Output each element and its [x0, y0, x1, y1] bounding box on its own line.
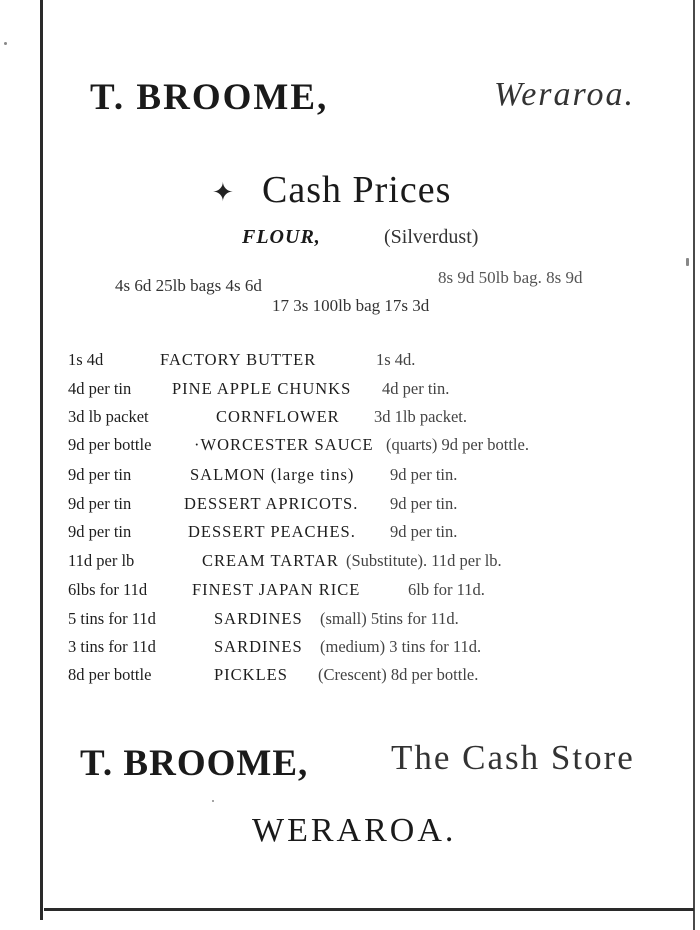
footer-town-name: WERAROA. — [252, 812, 457, 849]
price-row-repeat: (small) 5tins for 11d. — [320, 609, 459, 628]
star-ornament-icon: ✦ — [212, 178, 234, 207]
flour-heading: FLOUR, — [242, 226, 321, 248]
cash-prices-title: Cash Prices — [262, 169, 452, 211]
price-row-item: SARDINES — [214, 637, 303, 656]
price-row-repeat: 9d per tin. — [390, 522, 458, 541]
price-row-item: CREAM TARTAR — [202, 551, 339, 570]
price-row-item: PINE APPLE CHUNKS — [172, 379, 352, 398]
price-row-item: FACTORY BUTTER — [160, 350, 317, 369]
flour-brand: (Silverdust) — [384, 226, 479, 248]
price-row-price: 11d per lb — [68, 551, 135, 570]
price-row-repeat: 1s 4d. — [376, 350, 416, 369]
price-row — [68, 465, 458, 485]
price-row — [68, 522, 458, 542]
price-row-price: 9d per tin — [68, 465, 132, 484]
print-speck — [686, 258, 689, 266]
price-row-item: DESSERT PEACHES. — [188, 522, 356, 541]
price-row — [68, 350, 416, 370]
price-row-item: DESSERT APRICOTS. — [184, 494, 359, 513]
footer-merchant-name: T. BROOME, — [80, 743, 309, 784]
price-row-price: 9d per bottle — [68, 435, 152, 454]
footer-store-name: The Cash Store — [391, 738, 635, 777]
price-row — [68, 407, 468, 427]
price-row-repeat: 3d 1lb packet. — [374, 407, 468, 426]
price-row-repeat: (Substitute). 11d per lb. — [346, 551, 502, 570]
price-row-price: 3 tins for 11d — [68, 637, 156, 656]
header-merchant-name: T. BROOME, — [90, 77, 329, 118]
price-row — [68, 551, 502, 571]
bottom-border-rule — [44, 908, 694, 911]
price-row — [68, 379, 450, 399]
price-row-repeat: (quarts) 9d per bottle. — [386, 435, 529, 454]
price-row-price: 3d lb packet — [68, 407, 149, 426]
price-row — [68, 665, 479, 685]
price-row — [68, 609, 459, 629]
price-row-item: SARDINES — [214, 609, 303, 628]
flour-price-line-50lb: 8s 9d 50lb bag. 8s 9d — [438, 268, 583, 287]
price-row-repeat: 6lb for 11d. — [408, 580, 485, 599]
price-row — [68, 580, 485, 600]
price-row-price: 9d per tin — [68, 494, 132, 513]
price-row-repeat: 4d per tin. — [382, 379, 450, 398]
price-row-item: FINEST JAPAN RICE — [192, 580, 361, 599]
price-row-item: PICKLES — [214, 665, 288, 684]
price-row-item: ·WORCESTER SAUCE — [194, 435, 374, 454]
price-row-price: 9d per tin — [68, 522, 132, 541]
print-speck — [212, 800, 214, 802]
price-row — [68, 494, 458, 514]
price-row — [68, 637, 482, 657]
price-row-price: 6lbs for 11d — [68, 580, 148, 599]
right-border-rule — [693, 0, 695, 930]
price-row — [68, 435, 529, 455]
flour-price-line-100lb: 17 3s 100lb bag 17s 3d — [272, 296, 430, 315]
price-row-repeat: (Crescent) 8d per bottle. — [318, 665, 479, 684]
price-row-item: SALMON (large tins) — [190, 465, 355, 484]
price-row-item: CORNFLOWER — [216, 407, 340, 426]
price-row-repeat: 9d per tin. — [390, 465, 458, 484]
price-row-repeat: 9d per tin. — [390, 494, 458, 513]
price-row-price: 8d per bottle — [68, 665, 152, 684]
price-row-price: 5 tins for 11d — [68, 609, 156, 628]
header-town-name: Weraroa. — [494, 76, 635, 113]
print-speck — [4, 42, 7, 45]
price-row-price: 4d per tin — [68, 379, 132, 398]
flour-price-line-25lb: 4s 6d 25lb bags 4s 6d — [115, 276, 262, 295]
left-border-rule — [40, 0, 43, 920]
price-row-price: 1s 4d — [68, 350, 104, 369]
price-row-repeat: (medium) 3 tins for 11d. — [320, 637, 482, 656]
